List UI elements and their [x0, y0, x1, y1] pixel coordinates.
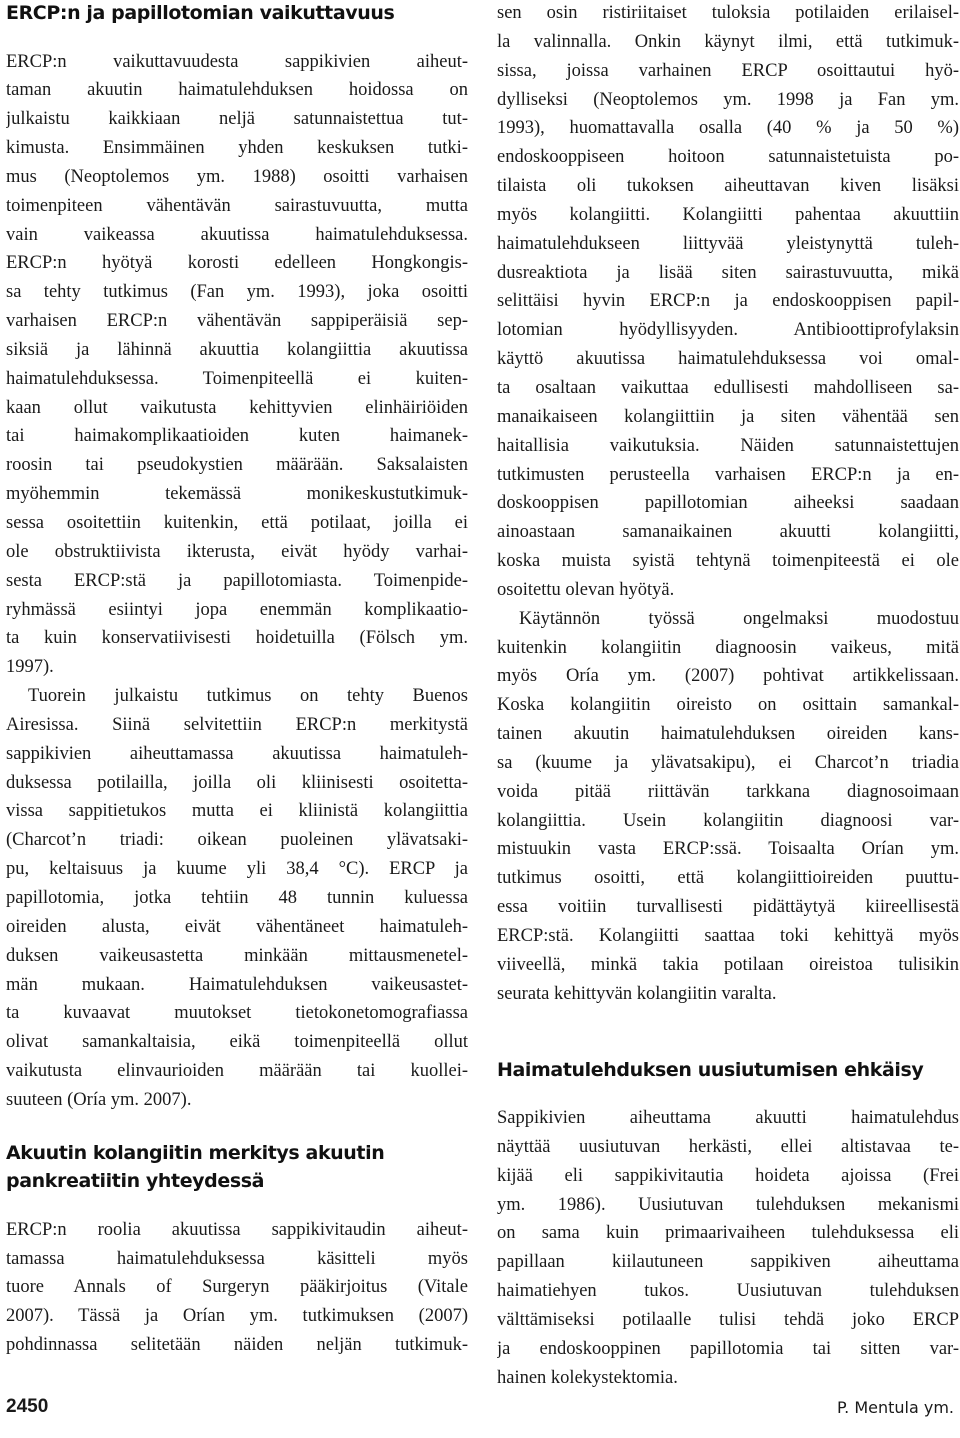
text-line: essa voitiin turvallisesti pidättäytyä kiireellisestä [497, 897, 959, 918]
text-line: toimenpiteen vähentävän sairastuvuutta, mutta [6, 195, 468, 216]
text-line: vain vaikeassa akuutissa haimatulehduksessa. [6, 224, 468, 245]
text-line: ta osaltaan vaikuttaa edullisesti mahdolliseen sa- [497, 377, 959, 398]
text-line: Tuorein julkaistu tutkimus on tehty Buenos [28, 686, 468, 707]
left-column [6, 0, 468, 1360]
text-line: ta kuin konservatiivisesti hoidetuilla (Fölsch ym. [6, 628, 468, 649]
text-line: papillaan kiilautuneen sappikiven aiheuttama [497, 1252, 959, 1273]
text-line: varhaisen ERCP:n vähentävän sappiperäisiä sep- [6, 311, 468, 332]
text-line: papillotomia, jotka tehtiin 48 tunnin kuluessa [6, 887, 468, 908]
heading-line: Akuutin kolangiitin merkitys akuutin [6, 1141, 385, 1164]
running-footer-author: P. Mentula ym. [836, 1398, 954, 1417]
text-line: julkaistu kaikkiaan neljä satunnaistettua tut- [6, 109, 468, 130]
paragraph [6, 48, 468, 683]
text-line: kimusta. Ensimmäinen yhden keskuksen tutki- [6, 138, 468, 159]
text-line: käyttö akuutissa haimatulehduksessa voi omal- [497, 349, 959, 370]
text-line: 1997). [6, 657, 54, 678]
section-heading: ERCP:n ja papillotomian vaikuttavuus [6, 2, 395, 24]
text-line: kolangiittia. Usein kolangiitin diagnoosi var- [497, 810, 959, 831]
text-line: tutkimus osoitti, että kolangiittioireiden puuttu- [497, 868, 959, 889]
text-line: ym. 1986). Uusiutuvan tulehduksen mekanismi [497, 1194, 959, 1215]
text-line: manaikaiseen kolangiittiin ja siten vähentää sen [497, 406, 959, 427]
text-line: sen osin ristiriitaiset tuloksia potilaiden erilaisel- [497, 3, 959, 23]
text-line: Sappikivien aiheuttama akuutti haimatulehdus [497, 1108, 959, 1129]
section-heading: Haimatulehduksen uusiutumisen ehkäisy [497, 1058, 924, 1081]
paragraph [497, 0, 959, 605]
text-line: 1993), huomattavalla osalla (40 % ja 50 %) [497, 118, 959, 139]
text-line: kuitenkin kolangiitin diagnoosin vaikeus, mitä [497, 637, 959, 658]
heading-line: pankreatiitin yhteydessä [6, 1170, 265, 1193]
text-line: oireiden alusta, eivät vähentäneet haimatuleh- [6, 916, 468, 937]
text-line: seurata kehittyvän kolangiitin varalta. [497, 983, 777, 1004]
right-column [497, 0, 959, 1392]
text-line: tainen akuutin haimatulehduksen oireiden kans- [497, 724, 959, 745]
text-line: voida pitää riittävän tarkkana diagnosoimaan [497, 781, 959, 802]
text-line: osoitettu olevan hyötyä. [497, 579, 675, 600]
text-line: lotomian hyödyllisyyden. Antibioottiprofylaksin [497, 320, 959, 341]
text-line: olivat samankaltaisia, eikä toimenpiteellä ollut [6, 1032, 468, 1053]
text-line: sa tehty tutkimus (Fan ym. 1993), joka osoitti [6, 282, 468, 303]
text-line: dusreaktiota ja lisää siten sairastuvuutta, mikä [497, 262, 959, 283]
text-line: vaikutusta elinvaurioiden määrään tai kuollei- [6, 1061, 468, 1082]
text-line: tilaista oli tukoksen aiheuttavan kiven lisäksi [497, 176, 959, 197]
text-line: sissa, joissa varhainen ERCP osoittautui hyö- [497, 60, 959, 81]
text-line: kaan ollut vaikutusta kehittyvien elinhäiriöiden [6, 397, 468, 418]
text-line: koska muista syistä tehtynä toimenpiteestä ei ole [497, 551, 959, 572]
paragraph [497, 605, 959, 1009]
text-line: Koska kolangiitin oireisto on osittain samankal- [497, 695, 959, 716]
text-line: mus (Neoptolemos ym. 1988) osoitti varhaisen [6, 166, 468, 187]
text-line: (Charcot’n triadi: oikean puoleinen ylävatsaki- [6, 830, 468, 851]
text-line: mistuukin vasta ERCP:ssä. Toisaalta Orían ym. [497, 839, 959, 860]
text-line: Käytännön työssä ongelmaksi muodostuu [519, 608, 959, 629]
text-line: Airesissa. Siinä selvitettiin ERCP:n merkitystä [6, 714, 468, 735]
page-number: 2450 [6, 1396, 49, 1417]
text-line: ERCP:n vaikuttavuudesta sappikivien aiheut- [6, 51, 468, 72]
text-line: ole obstruktiivista ikterusta, eivät hyödy varhai- [6, 541, 468, 562]
text-line: haimatulehduksessa. Toimenpiteellä ei kuiten- [6, 368, 468, 389]
text-line: myöhemmin tekemässä monikeskustutkimuk- [6, 484, 468, 505]
text-line: sappikivien aiheuttamassa akuutissa haimatuleh- [6, 743, 468, 764]
paragraph [497, 1104, 959, 1392]
text-line: duksen vaikeusastetta minkään mittausmenetel- [6, 945, 468, 966]
text-line: sessa osoitettiin kuitenkin, että potilaat, joilla ei [6, 513, 468, 533]
text-line: tutkimusten perusteella varhaisen ERCP:n ja en- [497, 464, 959, 485]
text-line: pohdinnassa selitetään näiden neljän tutkimuk- [6, 1335, 468, 1356]
text-line: 2007). Tässä ja Orían ym. tutkimuksen (2007) [6, 1306, 468, 1327]
paragraph [6, 682, 468, 1115]
text-line: ERCP:stä. Kolangiitti saattaa toki kehittyä myös [497, 926, 959, 946]
text-line: haimatulehdukseen liittyvää yleistynyttä tuleh- [497, 233, 959, 254]
text-line: endoskooppiseen hoitoon satunnaistetuista po- [497, 147, 959, 168]
text-line: ERCP:n roolia akuutissa sappikivitaudin aiheut- [6, 1219, 468, 1240]
text-line: tuore Annals of Surgeryn pääkirjoitus (Vitale [6, 1277, 468, 1298]
text-line: ryhmässä esiintyi jopa enemmän komplikaatio- [6, 599, 468, 620]
text-line: pu, keltaisuus ja kuume yli 38,4 °C). ERCP ja [6, 859, 468, 880]
text-line: ja endoskooppinen papillotomia tai sitten var- [497, 1338, 959, 1359]
text-line: ainoastaan samanaikainen akuutti kolangiitti, [497, 522, 959, 543]
text-line: doskooppisen papillotomian aiheeksi saadaan [497, 493, 959, 514]
text-line: selittäisi hyvin ERCP:n ja endoskooppisen papil- [497, 291, 959, 312]
text-line: hainen kolekystektomia. [497, 1367, 678, 1388]
text-line: välttämiseksi potilaalle tulisi tehdä joko ERCP [497, 1309, 959, 1330]
text-line: kijää eli sappikivitautia hoideta ajoissa (Frei [497, 1165, 959, 1186]
text-line: roosin tai pseudokystien määrään. Saksalaisten [6, 455, 468, 476]
text-line: ERCP:n hyötyä korosti edelleen Hongkongis- [6, 253, 468, 274]
text-line: suuteen (Oría ym. 2007). [6, 1089, 192, 1110]
text-line: vissa sappitietukos mutta ei kliinistä kolangiittia [6, 801, 468, 822]
text-line: viiveellä, minkä takia potilaan oireistoa tulisikin [497, 954, 959, 975]
text-line: haimatiehyen tukos. Uusiutuvan tulehduksen [497, 1281, 959, 1302]
text-line: näyttää uusiutuvan herkästi, ellei altistavaa te- [497, 1136, 959, 1157]
text-line: la valinnalla. Onkin käynyt ilmi, että tutkimuk- [497, 31, 959, 52]
paragraph [6, 1216, 468, 1360]
section-heading [6, 1139, 468, 1196]
text-line: sa (kuume ja ylävatsakipu), ei Charcot’n triadia [497, 752, 959, 773]
text-line: myös Oría ym. (2007) pohtivat artikkelissaan. [497, 666, 959, 687]
text-line: tamassa haimatulehduksessa käsitteli myös [6, 1248, 468, 1269]
text-line: dylliseksi (Neoptolemos ym. 1998 ja Fan ym. [497, 89, 959, 110]
text-line: sesta ERCP:stä ja papillotomiasta. Toimenpide- [6, 570, 468, 591]
text-line: ta kuvaavat muutokset tietokonetomografiassa [6, 1003, 468, 1024]
text-line: siksiä ja lähinnä akuuttia kolangiittia akuutissa [6, 339, 468, 360]
text-line: taman akuutin haimatulehduksen hoidossa on [6, 80, 468, 101]
text-line: haitallisia vaikutuksia. Näiden satunnaistettujen [497, 435, 959, 456]
text-line: on sama kuin primaarivaiheen tulehduksessa eli [497, 1223, 959, 1244]
text-line: duksessa potilailla, joilla oli kliinisesti osoitetta- [6, 772, 468, 793]
text-line: män mukaan. Haimatulehduksen vaikeusastet- [6, 974, 468, 995]
text-line: tai haimakomplikaatioiden kuten haimanek- [6, 426, 468, 447]
text-line: myös kolangiitti. Kolangiitti pahentaa akuuttiin [497, 204, 959, 225]
